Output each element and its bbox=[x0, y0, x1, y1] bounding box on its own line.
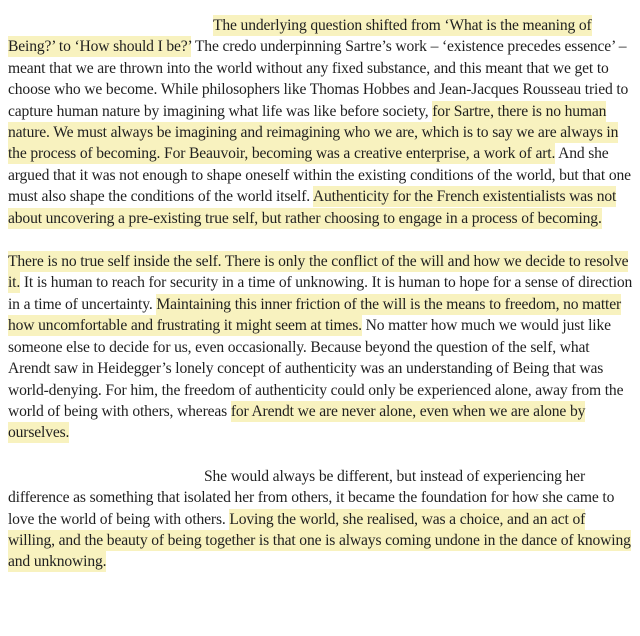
highlighted-text: Loving the world, she realised, was a choice, and an act of willing, and the beauty of being together is that one is always coming undone in the dance of knowing and unknowing. bbox=[8, 510, 631, 571]
body-text: She would always be different, but instead of experiencing her difference as something that isolated her from others, it became the foundation for how she came to love the world of being with others. bbox=[8, 467, 615, 528]
highlighted-text: Maintaining this inner friction of the will is the means to freedom, no matter how uncomfortable and frustrating it might seem at times. bbox=[8, 295, 622, 335]
paragraph-1 bbox=[8, 15, 634, 229]
body-text: No matter how much we would just like someone else to decide for us, even occasionally. Because beyond the question of the self, what Arendt saw in Heidegger’s lonely concept of authenticity was an understanding of Being that was world-denying. For him, the freedom of authenticity could only be experienced alone, away from the world of being with others, whereas bbox=[8, 317, 624, 420]
highlighted-text: for Sartre, there is no human nature. We must always be imagining and reimagining who we are, which is to say we are always in the process of becoming. For Beauvoir, becoming was a creative enterprise, a work of art. bbox=[8, 102, 619, 163]
paragraph-2 bbox=[8, 251, 634, 444]
highlighted-text: There is no true self inside the self. There is only the conflict of the will and how we decide to resolve it. bbox=[8, 253, 629, 292]
body-text: It is human to reach for security in a time of unknowing. It is human to hope for a sense of direction in a time of uncertainty. bbox=[8, 274, 633, 313]
highlighted-text: The underlying question shifted from ‘What is the meaning of Being?’ to ‘How should I be?’ bbox=[8, 17, 592, 56]
body-text: The credo underpinning Sartre’s work – ‘existence precedes essence’ – meant that we are thrown into the world without any fixed substance, and this meant that we get to choose who we become. While philosophers like Thomas Hobbes and Jean-Jacques Rousseau tried to capture human nature by imagining what life was like before society, bbox=[8, 38, 629, 120]
body-text: And she argued that it was not enough to shape oneself within the existing conditions of the world, but that one must also shape the conditions of the world itself. bbox=[8, 145, 631, 206]
highlighted-text: for Arendt we are never alone, even when we are alone by ourselves. bbox=[8, 402, 586, 442]
paragraph-3 bbox=[8, 466, 634, 573]
highlighted-text: Authenticity for the French existentialists was not about uncovering a pre-existing true self, but rather choosing to engage in a process of becoming. bbox=[8, 188, 617, 227]
